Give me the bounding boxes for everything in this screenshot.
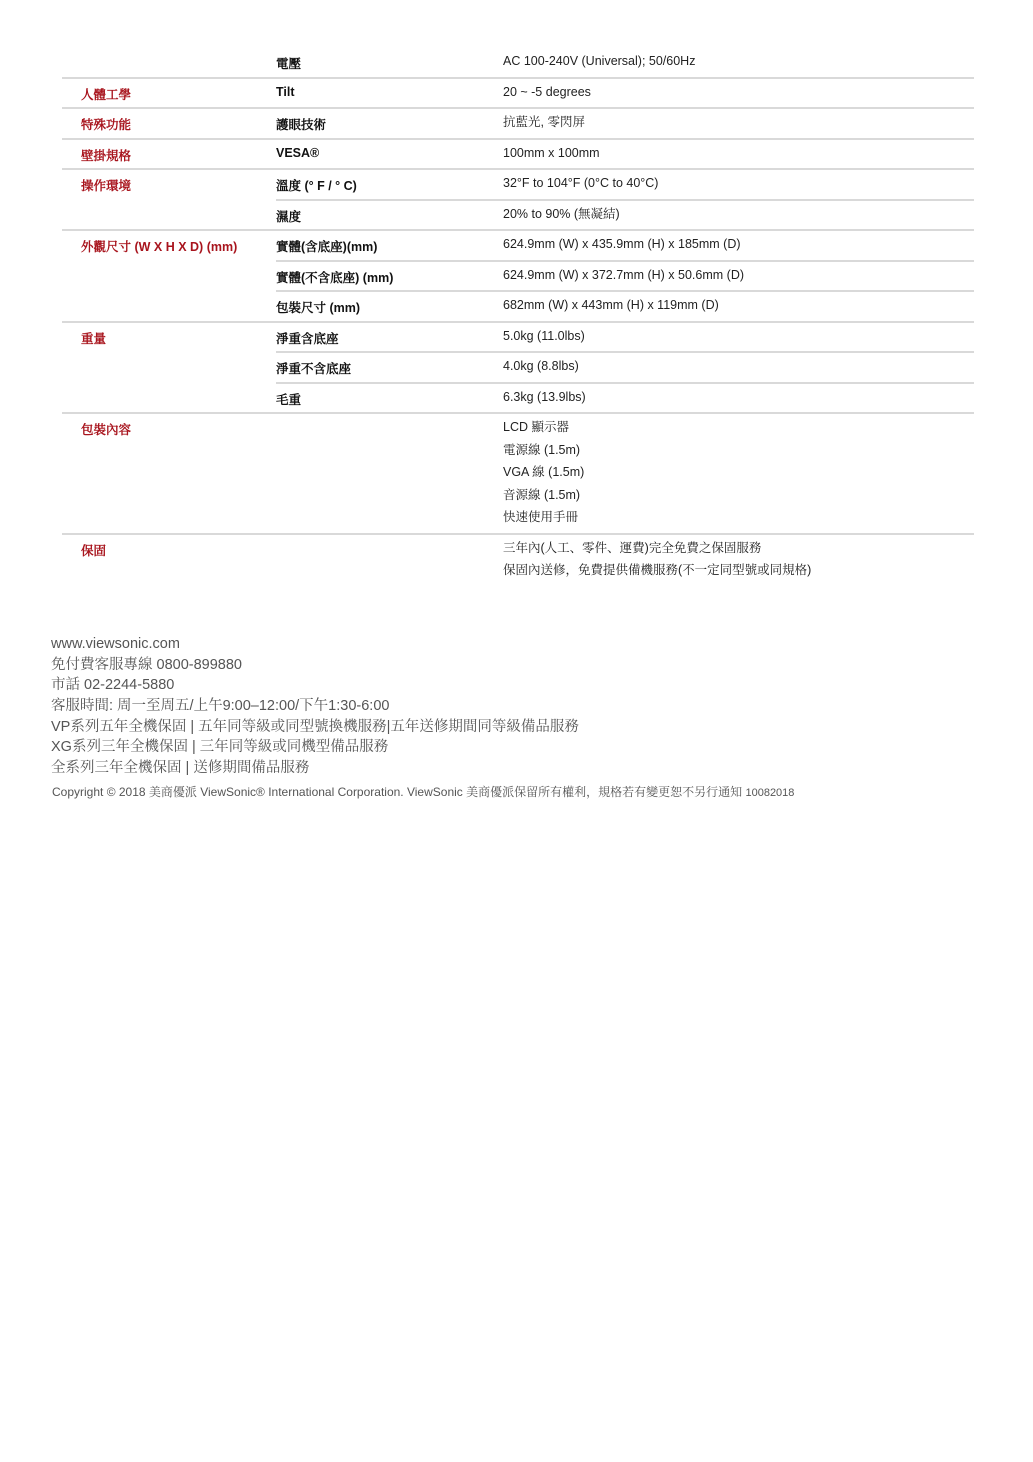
spec-label: VESA® <box>276 145 320 160</box>
spec-group-title: 保固 <box>81 543 107 558</box>
copyright-text: Copyright © 2018 美商優派 ViewSonic® International Corporation. ViewSonic 美商優派保留所有權利，規格若有變更恕不另行通知 <box>52 785 743 799</box>
spec-group-title: 特殊功能 <box>81 118 132 132</box>
spec-value-line: 保固內送修，免費提供備機服務(不一定同型號或同規格) <box>503 563 812 577</box>
spec-group-rows <box>276 535 974 586</box>
spec-group <box>62 231 974 323</box>
spec-group <box>62 170 974 231</box>
spec-label: 淨重含底座 <box>276 331 339 346</box>
footer-line: 客服時間: 周一至周五/上午9:00–12:00/下午1:30-6:00 <box>51 698 390 715</box>
footer-contact <box>51 634 579 779</box>
spec-group <box>62 414 974 535</box>
spec-value-line: LCD 顯示器 <box>503 420 569 434</box>
spec-value <box>503 262 974 291</box>
spec-label: 淨重不含底座 <box>276 362 352 376</box>
spec-row <box>276 414 974 533</box>
footer-line: 全系列三年全機保固 | 送修期間備品服務 <box>51 760 310 777</box>
spec-row <box>276 262 974 293</box>
copyright-line <box>52 783 794 800</box>
spec-value-line: AC 100-240V (Universal); 50/60Hz <box>503 54 696 68</box>
spec-value-line: 624.9mm (W) x 372.7mm (H) x 50.6mm (D) <box>503 267 745 282</box>
spec-group-rows <box>276 48 974 77</box>
spec-value-line: 6.3kg (13.9lbs) <box>503 389 586 404</box>
footer-line: 市話 02-2244-5880 <box>51 677 175 694</box>
spec-group-title: 重量 <box>81 331 107 346</box>
spec-value-line: 音源線 (1.5m) <box>503 487 581 502</box>
spec-value <box>503 384 974 413</box>
spec-value-line: 4.0kg (8.8lbs) <box>503 359 579 373</box>
spec-row <box>276 140 974 169</box>
spec-row <box>276 231 974 262</box>
spec-value-line: 32°F to 104°F (0°C to 40°C) <box>503 176 659 190</box>
spec-label <box>276 414 503 533</box>
spec-group-rows <box>276 140 974 169</box>
spec-group-rows <box>276 231 974 321</box>
spec-group-rows <box>276 323 974 413</box>
spec-row <box>276 353 974 384</box>
spec-value-line: 5.0kg (11.0lbs) <box>503 328 585 343</box>
spec-value <box>503 353 974 382</box>
spec-value <box>503 48 974 77</box>
spec-label: 實體(不含底座) (mm) <box>276 270 394 285</box>
spec-group-title: 人體工學 <box>81 87 132 102</box>
spec-row <box>276 384 974 413</box>
spec-value-line: 20 ~ -5 degrees <box>503 84 591 99</box>
spec-table <box>62 48 974 586</box>
website-link[interactable]: www.viewsonic.com <box>51 636 180 652</box>
spec-value <box>503 201 974 230</box>
spec-group-title: 壁掛規格 <box>81 148 132 163</box>
spec-label: 護眼技術 <box>276 118 327 132</box>
spec-value-line: 682mm (W) x 443mm (H) x 119mm (D) <box>503 298 719 312</box>
spec-value <box>503 170 974 199</box>
spec-value <box>503 292 974 321</box>
spec-group-rows <box>276 109 974 138</box>
spec-row <box>276 201 974 230</box>
spec-group-title <box>62 48 276 77</box>
spec-group-title: 操作環境 <box>81 179 132 193</box>
spec-row <box>276 170 974 201</box>
spec-value <box>503 79 974 108</box>
spec-label: 實體(含底座)(mm) <box>276 240 378 254</box>
spec-value-line: 624.9mm (W) x 435.9mm (H) x 185mm (D) <box>503 237 741 251</box>
spec-label: 溫度 (° F / ° C) <box>276 179 357 193</box>
spec-group-rows <box>276 170 974 229</box>
spec-group-rows <box>276 414 974 533</box>
spec-label: 電壓 <box>276 57 302 71</box>
spec-row <box>276 535 974 586</box>
spec-value <box>503 535 974 586</box>
spec-row <box>276 79 974 108</box>
spec-label: Tilt <box>276 84 295 99</box>
footer-line: XG系列三年全機保固 | 三年同等級或同機型備品服務 <box>51 739 389 756</box>
spec-group-title: 包裝內容 <box>81 423 132 437</box>
spec-value-line: 快速使用手冊 <box>503 510 579 524</box>
spec-group-title: 外觀尺寸 (W X H X D) (mm) <box>81 240 238 254</box>
spec-value-line: 抗藍光, 零閃屏 <box>503 115 585 129</box>
spec-value <box>503 140 974 169</box>
spec-label: 濕度 <box>276 209 302 224</box>
spec-group <box>62 323 974 415</box>
spec-row <box>276 48 974 77</box>
spec-value <box>503 231 974 260</box>
spec-row <box>276 109 974 138</box>
footer-line: VP系列五年全機保固 | 五年同等級或同型號換機服務|五年送修期間同等級備品服務 <box>51 718 579 735</box>
spec-group <box>62 140 974 171</box>
spec-label: 毛重 <box>276 392 302 407</box>
footer-line: 免付費客服專線 0800-899880 <box>51 656 242 673</box>
spec-value <box>503 109 974 138</box>
spec-group <box>62 79 974 110</box>
spec-label: 包裝尺寸 (mm) <box>276 301 361 315</box>
spec-value-line: VGA 線 (1.5m) <box>503 465 585 479</box>
spec-group-rows <box>276 79 974 108</box>
spec-group <box>62 535 974 586</box>
spec-label <box>276 535 503 586</box>
spec-value-line: 100mm x 100mm <box>503 145 600 160</box>
spec-value-line: 電源線 (1.5m) <box>503 442 581 457</box>
spec-group <box>62 109 974 140</box>
document-code: 10082018 <box>745 787 795 799</box>
spec-group <box>62 48 974 79</box>
spec-value-line: 20% to 90% (無凝結) <box>503 206 620 221</box>
spec-row <box>276 323 974 354</box>
spec-row <box>276 292 974 321</box>
spec-value <box>503 414 974 533</box>
spec-value <box>503 323 974 352</box>
spec-value-line: 三年內(人工、零件、運費)完全免費之保固服務 <box>503 540 762 555</box>
